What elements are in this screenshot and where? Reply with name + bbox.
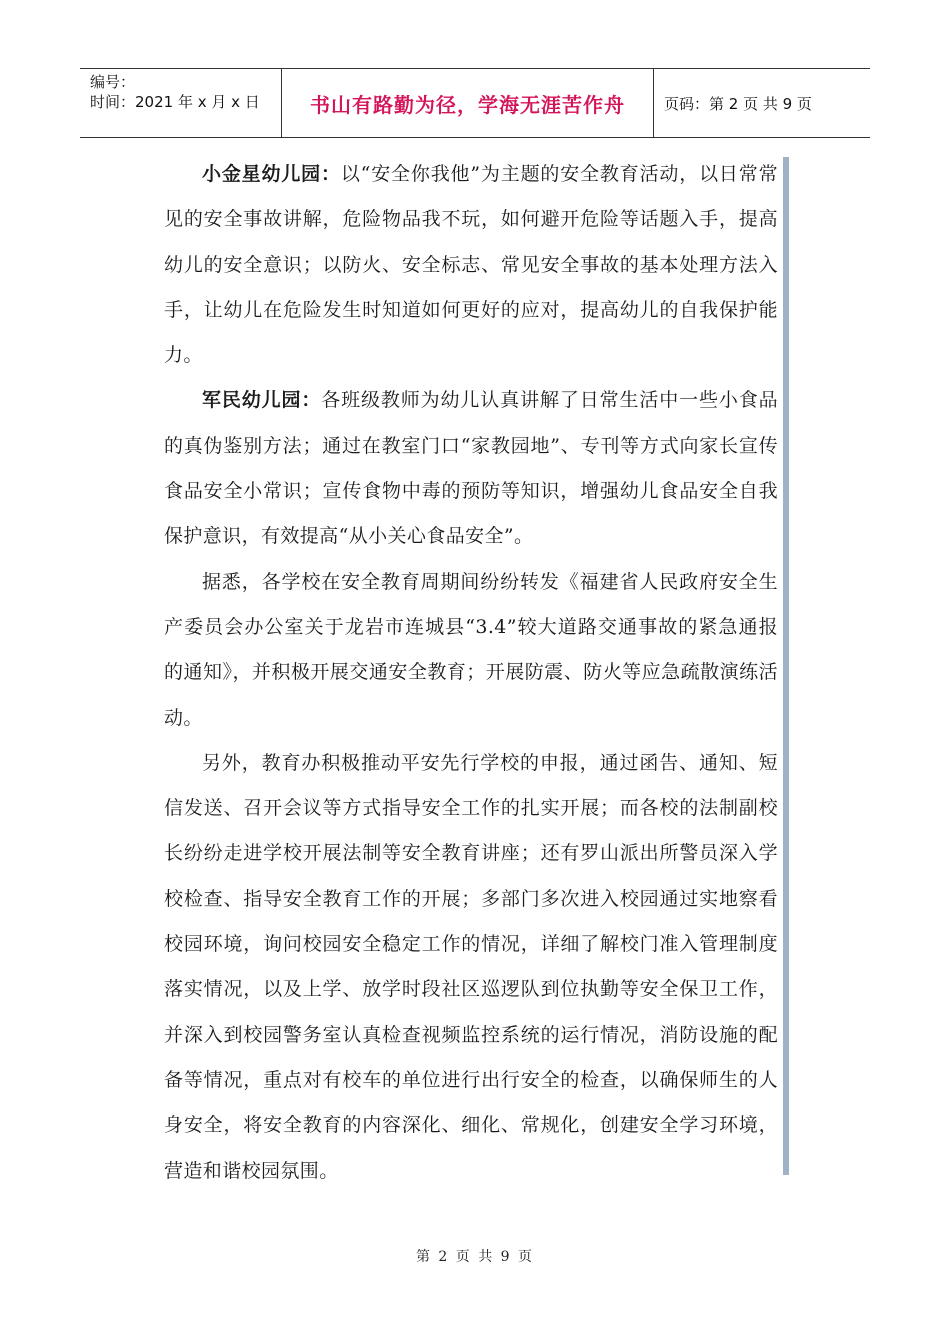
header-motto: 书山有路勤为径，学海无涯苦作舟 bbox=[282, 69, 654, 137]
time-label: 时间：2021 年 x 月 x 日 bbox=[90, 93, 260, 111]
paragraph-text: 据悉，各学校在安全教育周期间纷纷转发《福建省人民政府安全生产委员会办公室关于龙岩市连城县“3.4”较大道路交通事故的紧急通报的通知》，并积极开展交通安全教育；开展防震、防火等应急疏散演练活动。 bbox=[164, 570, 778, 729]
document-body bbox=[164, 152, 778, 1194]
paragraph-1 bbox=[164, 152, 778, 378]
paragraph-2 bbox=[164, 378, 778, 559]
number-label: 编号： bbox=[90, 73, 136, 91]
paragraph-lead: 小金星幼儿园： bbox=[202, 163, 341, 185]
paragraph-text: 以“安全你我他”为主题的安全教育活动，以日常常见的安全事故讲解，危险物品我不玩，如何避开危险等话题入手，提高幼儿的安全意识；以防火、安全标志、常见安全事故的基本处理方法入手，让幼儿在危险发生时知道如何更好的应对，提高幼儿的自我保护能力。 bbox=[164, 163, 778, 367]
page-footer: 第 2 页 共 9 页 bbox=[415, 1249, 535, 1265]
margin-bar bbox=[783, 157, 789, 1175]
paragraph-lead: 军民幼儿园： bbox=[202, 389, 322, 412]
header-meta bbox=[80, 69, 282, 137]
page-header bbox=[80, 68, 870, 138]
header-page-info: 页码：第 2 页 共 9 页 bbox=[664, 94, 812, 113]
paragraph-text: 各班级教师为幼儿认真讲解了日常生活中一些小食品的真伪鉴别方法；通过在教室门口“家教园地”、专刊等方式向家长宣传食品安全小常识；宣传食物中毒的预防等知识，增强幼儿食品安全自我保护意识，有效提高“从小关心食品安全”。 bbox=[164, 389, 779, 548]
paragraph-text: 另外，教育办积极推动平安先行学校的申报，通过函告、通知、短信发送、召开会议等方式指导安全工作的扎实开展；而各校的法制副校长纷纷走进学校开展法制等安全教育讲座；还有罗山派出所警员深入学校检查、指导安全教育工作的开展；多部门多次进入校园通过实地察看校园环境，询问校园安全稳定工作的情况，详细了解校门准入管理制度落实情况，以及上学、放学时段社区巡逻队到位执勤等安全保卫工作，并深入到校园警务室认真检查视频监控系统的运行情况，消防设施的配备等情况，重点对有校车的单位进行出行安全的检查，以确保师生的人身安全，将安全教育的内容深化、细化、常规化，创建安全学习环境，营造和谐校园氛围。 bbox=[164, 751, 778, 1182]
paragraph-4 bbox=[164, 741, 778, 1194]
paragraph-3 bbox=[164, 560, 778, 741]
